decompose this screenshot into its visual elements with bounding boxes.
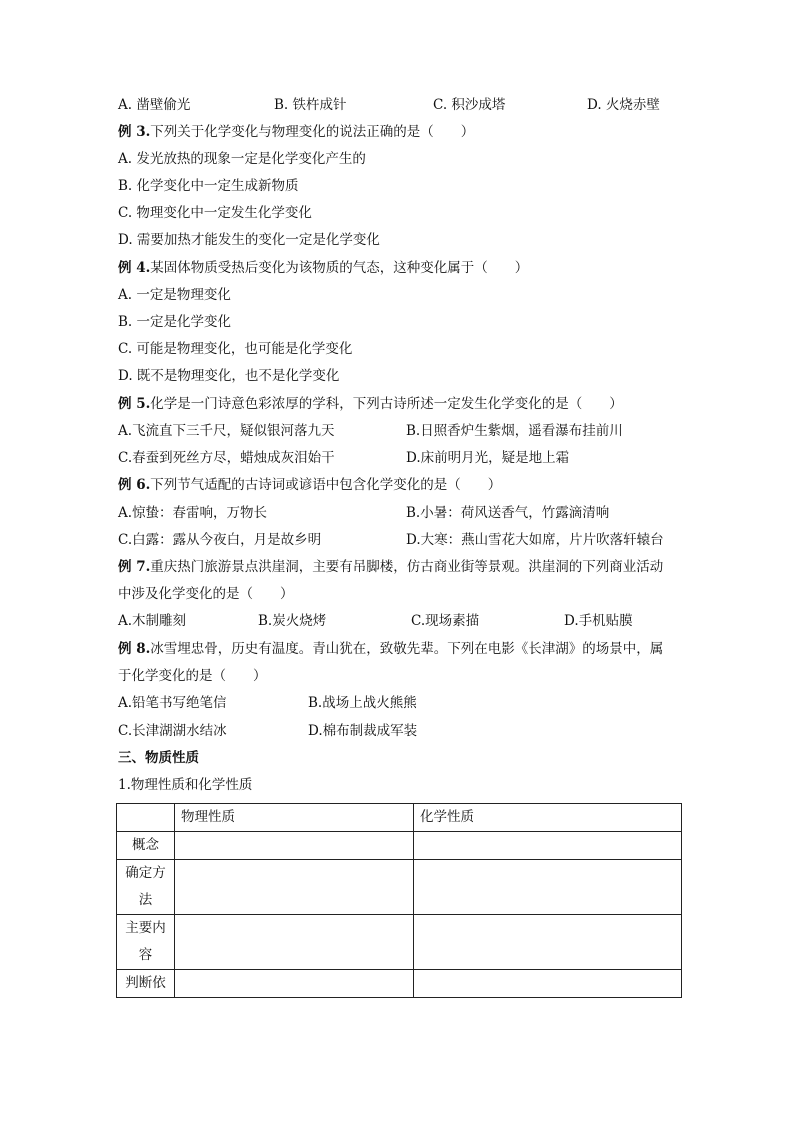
option-c: C.现场素描 <box>411 613 480 629</box>
question-text: 某固体物质受热后变化为该物质的气态，这种变化属于（ ） <box>150 260 529 276</box>
question-text: 重庆热门旅游景点洪崖洞，主要有吊脚楼，仿古商业街等景观。洪崖洞的下列商业活动 <box>150 559 664 575</box>
row-header: 概念 <box>117 832 175 860</box>
option-d: D.棉布制裁成军装 <box>308 723 418 739</box>
example-label: 例 6. <box>118 477 151 493</box>
option-b: B.炭火烧烤 <box>258 613 327 629</box>
table-cell <box>175 832 414 860</box>
example-label: 例 3. <box>118 124 151 140</box>
table-cell <box>414 970 682 998</box>
row-header: 主要内容 <box>117 915 175 970</box>
example-label: 例 7. <box>118 559 151 575</box>
table-cell <box>175 860 414 915</box>
question-7 <box>118 557 663 577</box>
question-8 <box>118 639 663 659</box>
row-header: 判断依 <box>117 970 175 998</box>
table-row <box>117 860 682 915</box>
option-b: B.日照香炉生紫烟，遥看瀑布挂前川 <box>406 423 623 439</box>
question-3 <box>118 122 474 142</box>
table-cell <box>414 832 682 860</box>
table-cell <box>175 970 414 998</box>
option-a: A. 一定是物理变化 <box>118 287 231 303</box>
subsection-heading: 1.物理性质和化学性质 <box>118 777 253 793</box>
question-text: 下列节气适配的古诗词或谚语中包含化学变化的是（ ） <box>150 477 502 493</box>
option-b: B. 化学变化中一定生成新物质 <box>118 178 299 194</box>
option-d: D. 既不是物理变化，也不是化学变化 <box>118 368 340 384</box>
question-5 <box>118 394 623 414</box>
option-a: A. 发光放热的现象一定是化学变化产生的 <box>118 151 366 167</box>
section-heading: 三、物质性质 <box>118 750 199 766</box>
option-b: B. 铁杵成针 <box>274 97 347 113</box>
option-a: A. 凿壁偷光 <box>118 97 191 113</box>
option-a: A.铅笔书写绝笔信 <box>118 695 227 711</box>
question-6 <box>118 475 501 495</box>
table-cell <box>414 860 682 915</box>
option-a: A.木制雕刻 <box>118 613 187 629</box>
question-4 <box>118 258 528 278</box>
option-b: B.小暑：荷风送香气，竹露滴清响 <box>406 505 610 521</box>
question-7-continued: 中涉及化学变化的是（ ） <box>118 586 294 602</box>
option-c: C.白露：露从今夜白，月是故乡明 <box>118 532 322 548</box>
properties-table <box>116 803 682 998</box>
options-row <box>118 611 678 631</box>
option-c: C. 可能是物理变化，也可能是化学变化 <box>118 341 353 357</box>
options-row <box>118 95 678 115</box>
option-c: C.长津湖湖水结冰 <box>118 723 227 739</box>
question-text: 冰雪埋忠骨，历史有温度。青山犹在，致敬先辈。下列在电影《长津湖》的场景中，属 <box>150 641 664 657</box>
question-8-continued: 于化学变化的是（ ） <box>118 668 267 684</box>
table-corner-cell <box>117 804 175 832</box>
option-d: D.床前明月光，疑是地上霜 <box>406 450 570 466</box>
example-label: 例 4. <box>118 260 151 276</box>
row-header: 确定方法 <box>117 860 175 915</box>
option-c: C. 积沙成塔 <box>433 97 506 113</box>
option-b: B. 一定是化学变化 <box>118 314 232 330</box>
option-d: D.手机贴膜 <box>564 613 633 629</box>
option-a: A.飞流直下三千尺，疑似银河落九天 <box>118 423 335 439</box>
question-text: 化学是一门诗意色彩浓厚的学科，下列古诗所述一定发生化学变化的是（ ） <box>150 396 623 412</box>
table-header-row <box>117 804 682 832</box>
option-d: D.大寒：燕山雪花大如席，片片吹落轩辕台 <box>406 532 664 548</box>
column-header: 化学性质 <box>414 804 682 832</box>
example-label: 例 5. <box>118 396 151 412</box>
table-cell <box>414 915 682 970</box>
option-b: B.战场上战火熊熊 <box>308 695 417 711</box>
question-text: 下列关于化学变化与物理变化的说法正确的是（ ） <box>150 124 475 140</box>
table-row <box>117 832 682 860</box>
table-row <box>117 915 682 970</box>
example-label: 例 8. <box>118 641 151 657</box>
option-c: C.春蚕到死丝方尽，蜡烛成灰泪始干 <box>118 450 335 466</box>
option-a: A.惊蛰：春雷响，万物长 <box>118 505 268 521</box>
option-d: D. 火烧赤壁 <box>587 97 660 113</box>
table-row <box>117 970 682 998</box>
table-cell <box>175 915 414 970</box>
option-d: D. 需要加热才能发生的变化一定是化学变化 <box>118 232 380 248</box>
option-c: C. 物理变化中一定发生化学变化 <box>118 205 312 221</box>
column-header: 物理性质 <box>175 804 414 832</box>
